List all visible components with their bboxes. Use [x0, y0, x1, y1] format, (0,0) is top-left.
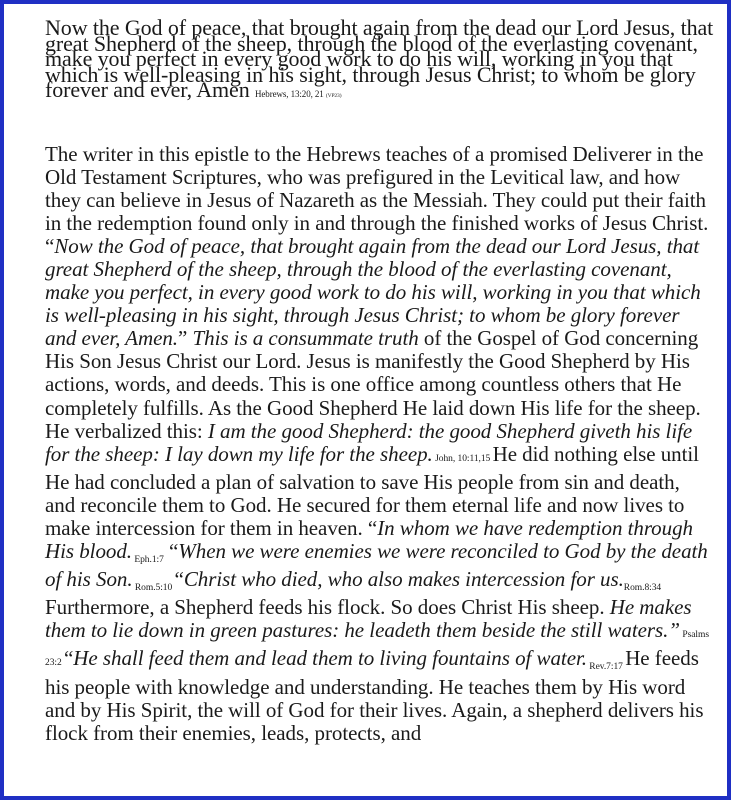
- quote-hebrews: Now the God of peace, that brought again from the dead our Lord Jesus, that great Shepherd of the sheep, through the blood of the everlasting covenant, make you perfect, in every good work to do his will, working in you that which is well-pleasing in his sight, through Jesus Christ; to whom be glory forever and ever, Amen.: [45, 233, 701, 351]
- body-text-7: Furthermore, a Shepherd feeds his flock. So does Christ His sheep.: [45, 595, 610, 620]
- body-text-6: “: [174, 567, 184, 592]
- ref-john: John, 10:11,15: [432, 453, 493, 464]
- epigraph-text: Now the God of peace, that brought again from the dead our Lord Jesus, that great Shepherd of the sheep, through the blood of the everlasting covenant, make you perfect in every good work to do his will, working in you that which is well-pleasing in his sight, through Jesus Christ; to whom be glory forever and ever, Amen: [45, 15, 714, 102]
- body-text-2: ”: [178, 326, 193, 351]
- body-text-3: of the Gospel of God concerning His Son Jesus Christ our Lord. Jesus is manifestly the Good Shepherd by His actions, words, and deeds. This is one office among countless others that He completely fulfills. As the Good Shepherd He laid down His life for the sheep. He verbalized this:: [45, 326, 701, 443]
- ref-romans-8: Rom.8:34: [623, 583, 662, 594]
- quote-john: I am the good Shepherd: the good Shepherd giveth his life for the sheep: I lay down my life for the sheep.: [45, 418, 693, 466]
- epigraph-quote: [45, 15, 715, 105]
- epigraph-citation: Hebrews, 13:20, 21: [255, 89, 326, 99]
- ref-romans-5: Rom.5:10: [132, 583, 175, 594]
- body-paragraph: [45, 143, 715, 745]
- body-text-1: The writer in this epistle to the Hebrews teaches of a promised Deliverer in the Old Testament Scriptures, who was prefigured in the Levitical law, and how they can believe in Jesus of Nazareth as the Messiah. They could put their faith in the redemption found only in and through the finished works of Jesus Christ. “: [45, 141, 709, 258]
- version-tag: (VP23): [325, 93, 342, 99]
- emphasis-consummate-truth: This is a consummate truth: [192, 326, 419, 351]
- quote-psalms: He makes them to lie down in green pastures: he leadeth them beside the still waters.”: [45, 595, 692, 643]
- quote-romans-5: When we were enemies we were reconciled to God by the death of his Son.: [45, 539, 708, 592]
- ref-ephesians: Eph.1:7: [132, 555, 164, 566]
- body-text-5: “: [163, 539, 179, 564]
- body-text-8: “: [64, 646, 74, 671]
- body-text-4: He did nothing else until He had concluded a plan of salvation to save His people from sin and death, and reconcile them to God. He secured for them eternal life and now lives to make intercession for them in heaven. “: [45, 441, 699, 540]
- ref-revelation: Rev.7:17: [586, 662, 626, 673]
- ref-psalms: Psalms 23:2: [45, 630, 709, 669]
- document-page: [45, 15, 715, 745]
- quote-ephesians: In whom we have redemption through His blood.: [45, 516, 693, 564]
- quote-romans-8: Christ who died, who also makes intercession for us.: [183, 567, 624, 592]
- body-text-9: He feeds his people with knowledge and understanding. He teaches them by His word and by His Spirit, the will of God for their lives. Again, a shepherd delivers his flock from their enemies, leads, protects, and: [45, 646, 704, 745]
- quote-revelation: He shall feed them and lead them to living fountains of water.: [73, 646, 587, 671]
